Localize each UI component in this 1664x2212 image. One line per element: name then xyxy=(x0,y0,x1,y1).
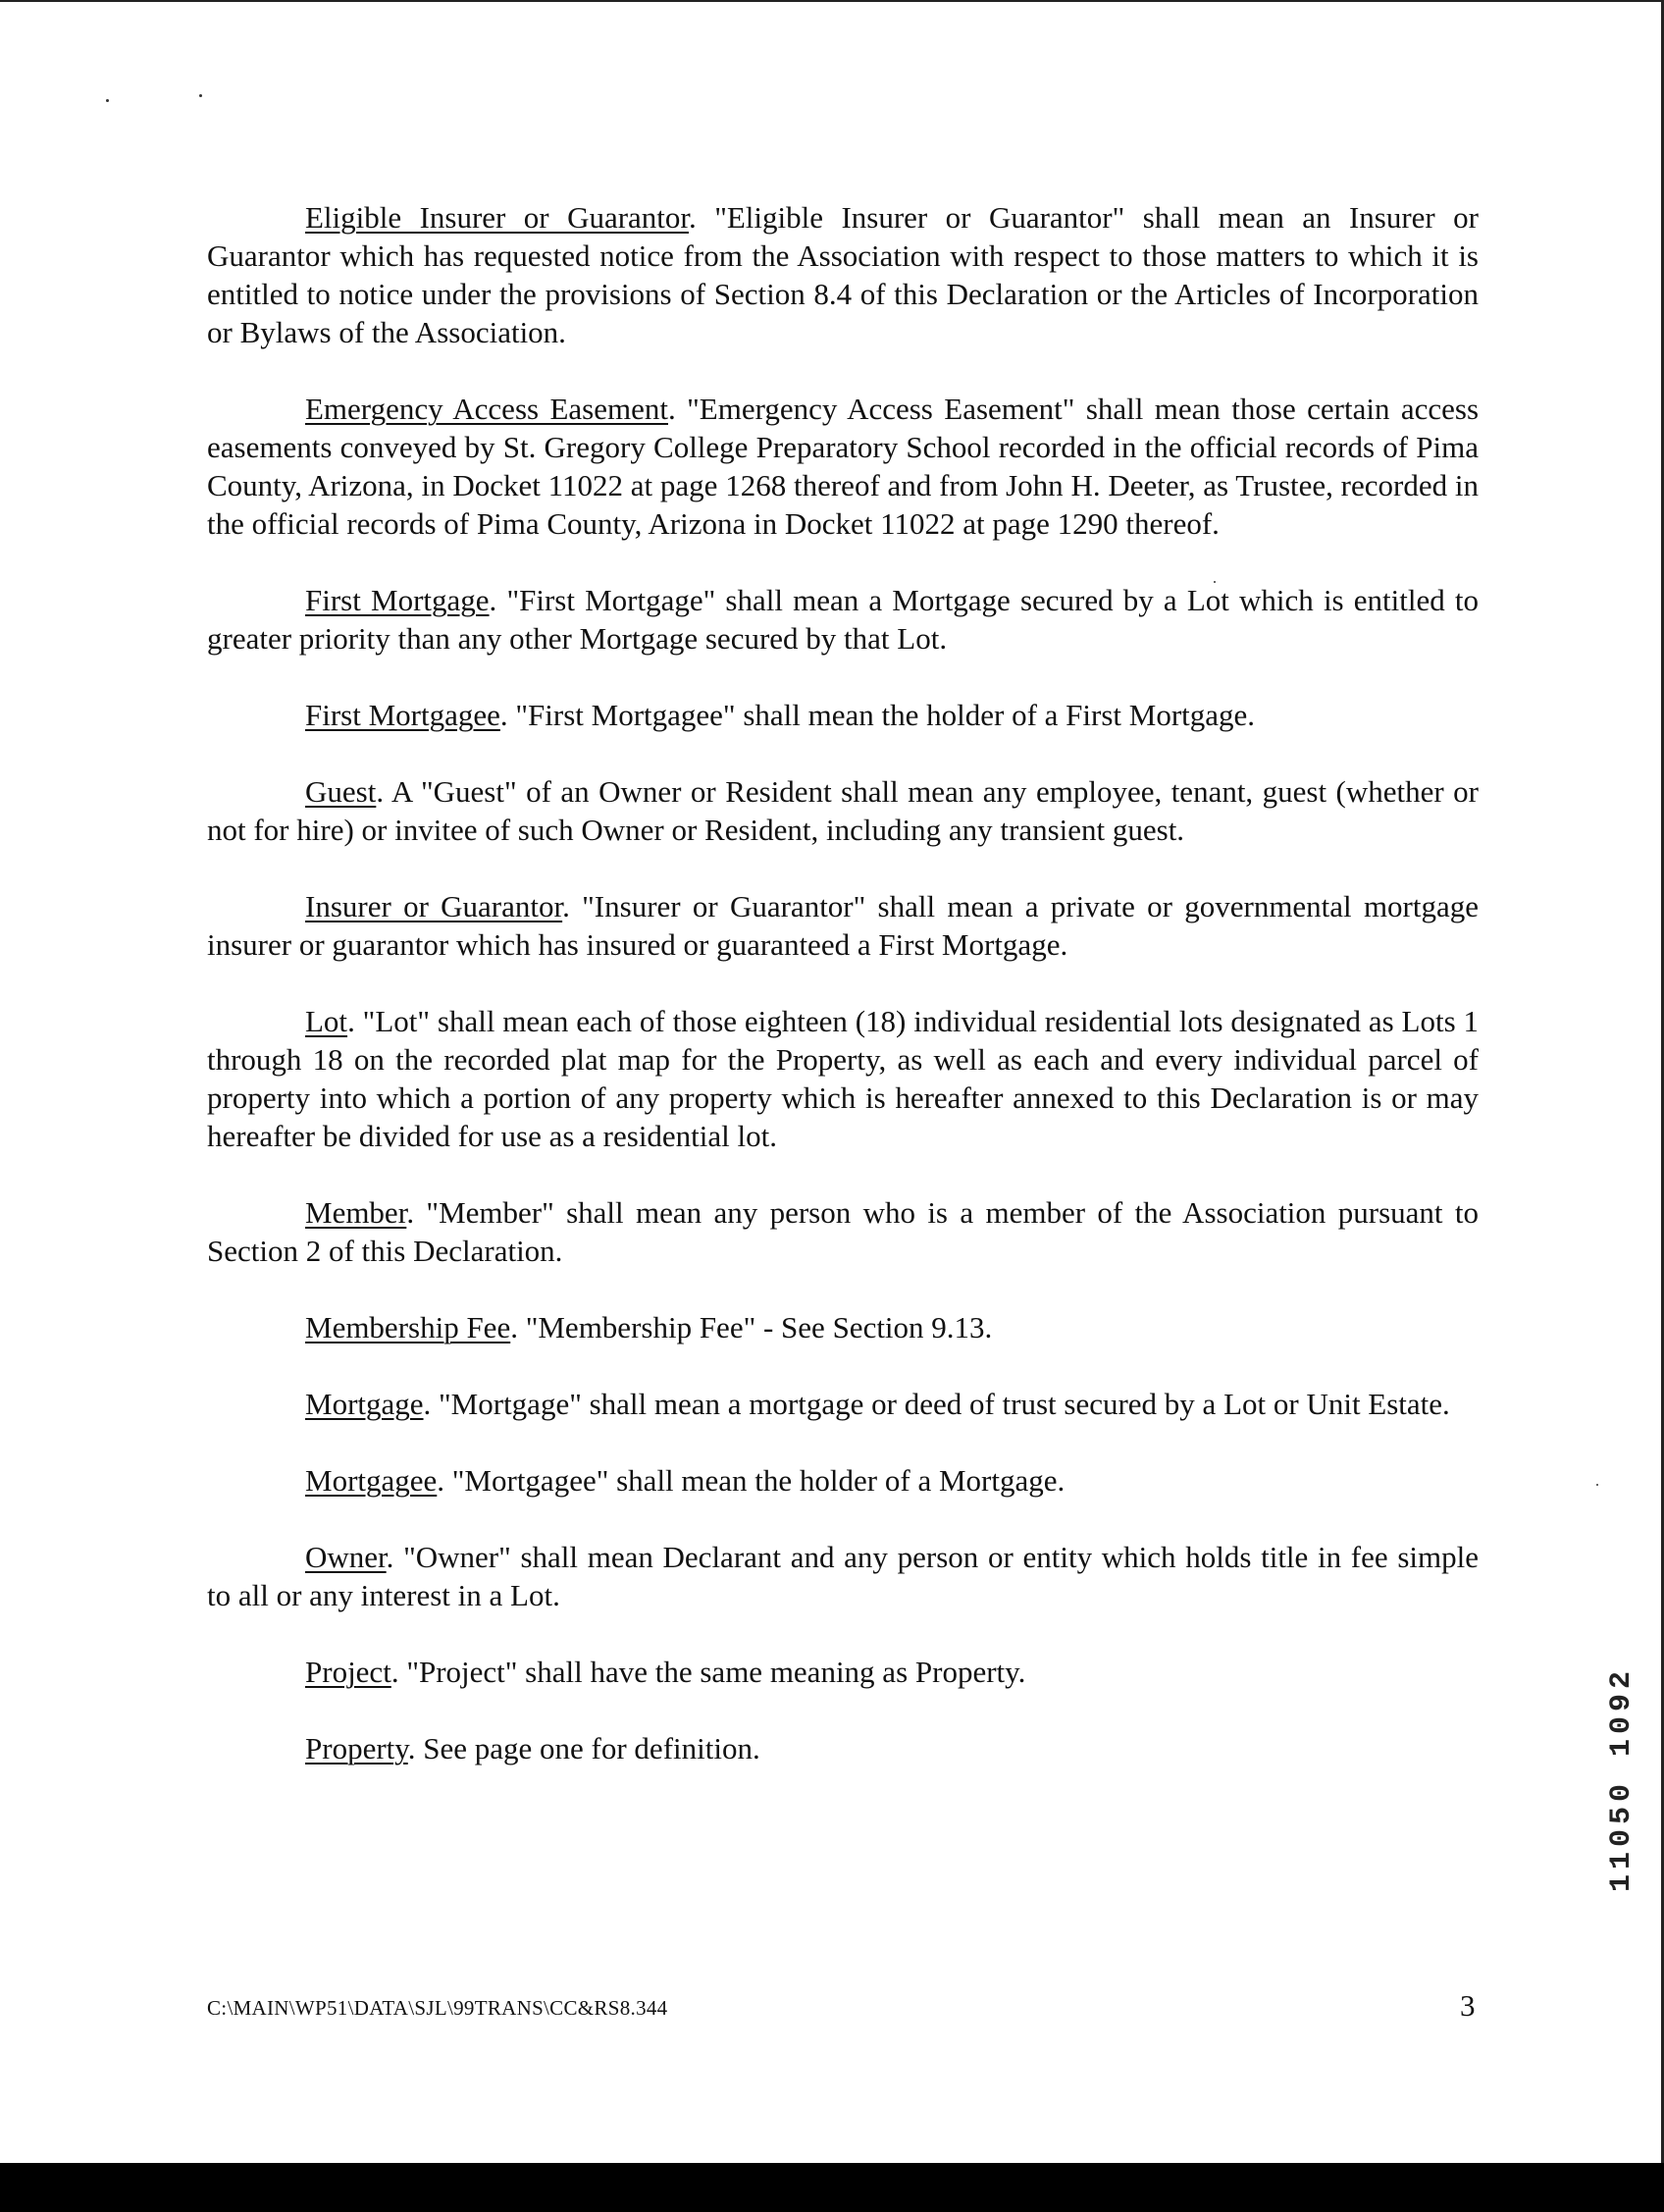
definition-term: Eligible Insurer or Guarantor xyxy=(305,200,690,235)
definition-text: "Insurer or Guarantor" shall mean a private or governmental mortgage insurer or guarantor which has insured or guaranteed a First Mortgage. xyxy=(207,889,1480,962)
file-path-footer: C:\MAIN\WP51\DATA\SJL\99TRANS\CC&RS8.344 xyxy=(207,1996,668,2020)
definition-entry: Mortgage. "Mortgage" shall mean a mortgage or deed of trust secured by a Lot or Unit Estate. xyxy=(305,1387,1450,1421)
definition-text: "Emergency Access Easement" shall mean those certain access easements conveyed by St. Gregory College Preparatory School recorded in the official records of Pima County, Arizona, in Docket 11022 at page 1268 thereof and from John H. Deeter, as Trustee, recorded in the official records of Pima County, Arizona in Docket 11022 at page 1290 thereof. xyxy=(207,392,1480,541)
definition-text: A "Guest" of an Owner or Resident shall mean any employee, tenant, guest (whether or not for hire) or invitee of such Owner or Resident, including any transient guest. xyxy=(207,774,1480,847)
definition-text: "Member" shall mean any person who is a member of the Association pursuant to Section 2 of this Declaration. xyxy=(207,1195,1479,1268)
definition-entry: Guest. A "Guest" of an Owner or Resident shall mean any employee, tenant, guest (whether or not for hire) or invitee of such Owner or Resident, including any transient guest. xyxy=(207,774,1480,847)
definition-text: "First Mortgage" shall mean a Mortgage secured by a Lot which is entitled to greater priority than any other Mortgage secured by that Lot. xyxy=(207,583,1480,656)
definition-entry: Owner. "Owner" shall mean Declarant and any person or entity which holds title in fee simple to all or any interest in a Lot. xyxy=(207,1540,1480,1612)
definition-term: Lot xyxy=(305,1004,348,1038)
definition-entry: First Mortgagee. "First Mortgagee" shall mean the holder of a First Mortgage. xyxy=(305,698,1256,732)
definition-term: Insurer or Guarantor xyxy=(305,889,563,923)
definition-entry: Eligible Insurer or Guarantor. "Eligible Insurer or Guarantor" shall mean an Insurer or Guarantor which has requested notice from the Association with respect to those matters to which it is entitled to notice under the provisions of Section 8.4 of this Declaration or the Articles of Incorporation or Bylaws of the Association. xyxy=(207,200,1480,349)
definition-term: Emergency Access Easement xyxy=(305,392,668,426)
definition-term: Owner xyxy=(305,1540,387,1574)
definition-text: "Mortgagee" shall mean the holder of a Mortgage. xyxy=(451,1463,1066,1498)
definition-term: Mortgage xyxy=(305,1387,424,1421)
definitions-section xyxy=(207,198,1479,1806)
definition-entry: Membership Fee. "Membership Fee" - See Section 9.13. xyxy=(305,1310,993,1344)
definition-entry: First Mortgage. "First Mortgage" shall mean a Mortgage secured by a Lot which is entitled to greater priority than any other Mortgage secured by that Lot. xyxy=(207,583,1480,656)
definition-entry: Property. See page one for definition. xyxy=(305,1731,760,1765)
definition-text: "Membership Fee" - See Section 9.13. xyxy=(525,1310,993,1344)
definition-term: Membership Fee xyxy=(305,1310,511,1344)
definition-entry: Mortgagee. "Mortgagee" shall mean the holder of a Mortgage. xyxy=(305,1463,1066,1498)
docket-stamp-text: 11050 1092 xyxy=(1605,1665,1638,1892)
definition-entry: Project. "Project" shall have the same meaning as Property. xyxy=(305,1655,1026,1689)
definition-entry: Insurer or Guarantor. "Insurer or Guarantor" shall mean a private or governmental mortgage insurer or guarantor which has insured or guaranteed a First Mortgage. xyxy=(207,889,1480,962)
definition-text: See page one for definition. xyxy=(423,1731,760,1765)
definition-text: "First Mortgagee" shall mean the holder of a First Mortgage. xyxy=(515,698,1256,732)
definition-term: Member xyxy=(305,1195,407,1230)
definition-term: Mortgagee xyxy=(305,1463,438,1498)
page-top-border xyxy=(0,0,1664,2)
definition-text: "Mortgage" shall mean a mortgage or deed of trust secured by a Lot or Unit Estate. xyxy=(439,1387,1450,1421)
definition-term: Project xyxy=(305,1655,391,1689)
definition-entry: Lot. "Lot" shall mean each of those eighteen (18) individual residential lots designated as Lots 1 through 18 on the recorded plat map for the Property, as well as each and every individual parcel of property into which a portion of any property which is hereafter annexed to this Declaration is or may hereafter be divided for use as a residential lot. xyxy=(207,1004,1479,1153)
definition-term: First Mortgage xyxy=(305,583,490,617)
definition-term: First Mortgagee xyxy=(305,698,500,732)
page-number: 3 xyxy=(1460,1988,1476,2023)
docket-stamp xyxy=(1605,1560,1656,1894)
scan-bottom-band xyxy=(0,2163,1664,2212)
scan-speck xyxy=(106,99,109,102)
definition-entry: Member. "Member" shall mean any person who is a member of the Association pursuant to Section 2 of this Declaration. xyxy=(207,1195,1479,1268)
definition-entry: Emergency Access Easement. "Emergency Access Easement" shall mean those certain access easements conveyed by St. Gregory College Preparatory School recorded in the official records of Pima County, Arizona, in Docket 11022 at page 1268 thereof and from John H. Deeter, as Trustee, recorded in the official records of Pima County, Arizona in Docket 11022 at page 1290 thereof. xyxy=(207,392,1480,541)
definition-term: Property xyxy=(305,1731,408,1765)
definition-term: Guest xyxy=(305,774,377,809)
definition-text: "Lot" shall mean each of those eighteen (18) individual residential lots designated as Lots 1 through 18 on the recorded plat map for the Property, as well as each and every individual parcel of property into which a portion of any property which is hereafter annexed to this Declaration is or may hereafter be divided for use as a residential lot. xyxy=(207,1004,1479,1153)
definition-text: "Owner" shall mean Declarant and any person or entity which holds title in fee simple to all or any interest in a Lot. xyxy=(207,1540,1480,1612)
scan-speck xyxy=(1596,1484,1598,1486)
definition-text: "Eligible Insurer or Guarantor" shall mean an Insurer or Guarantor which has requested notice from the Association with respect to those matters to which it is entitled to notice under the provisions of Section 8.4 of this Declaration or the Articles of Incorporation or Bylaws of the Association. xyxy=(207,200,1480,349)
definition-text: "Project" shall have the same meaning as Property. xyxy=(406,1655,1026,1689)
scan-speck xyxy=(199,94,202,97)
